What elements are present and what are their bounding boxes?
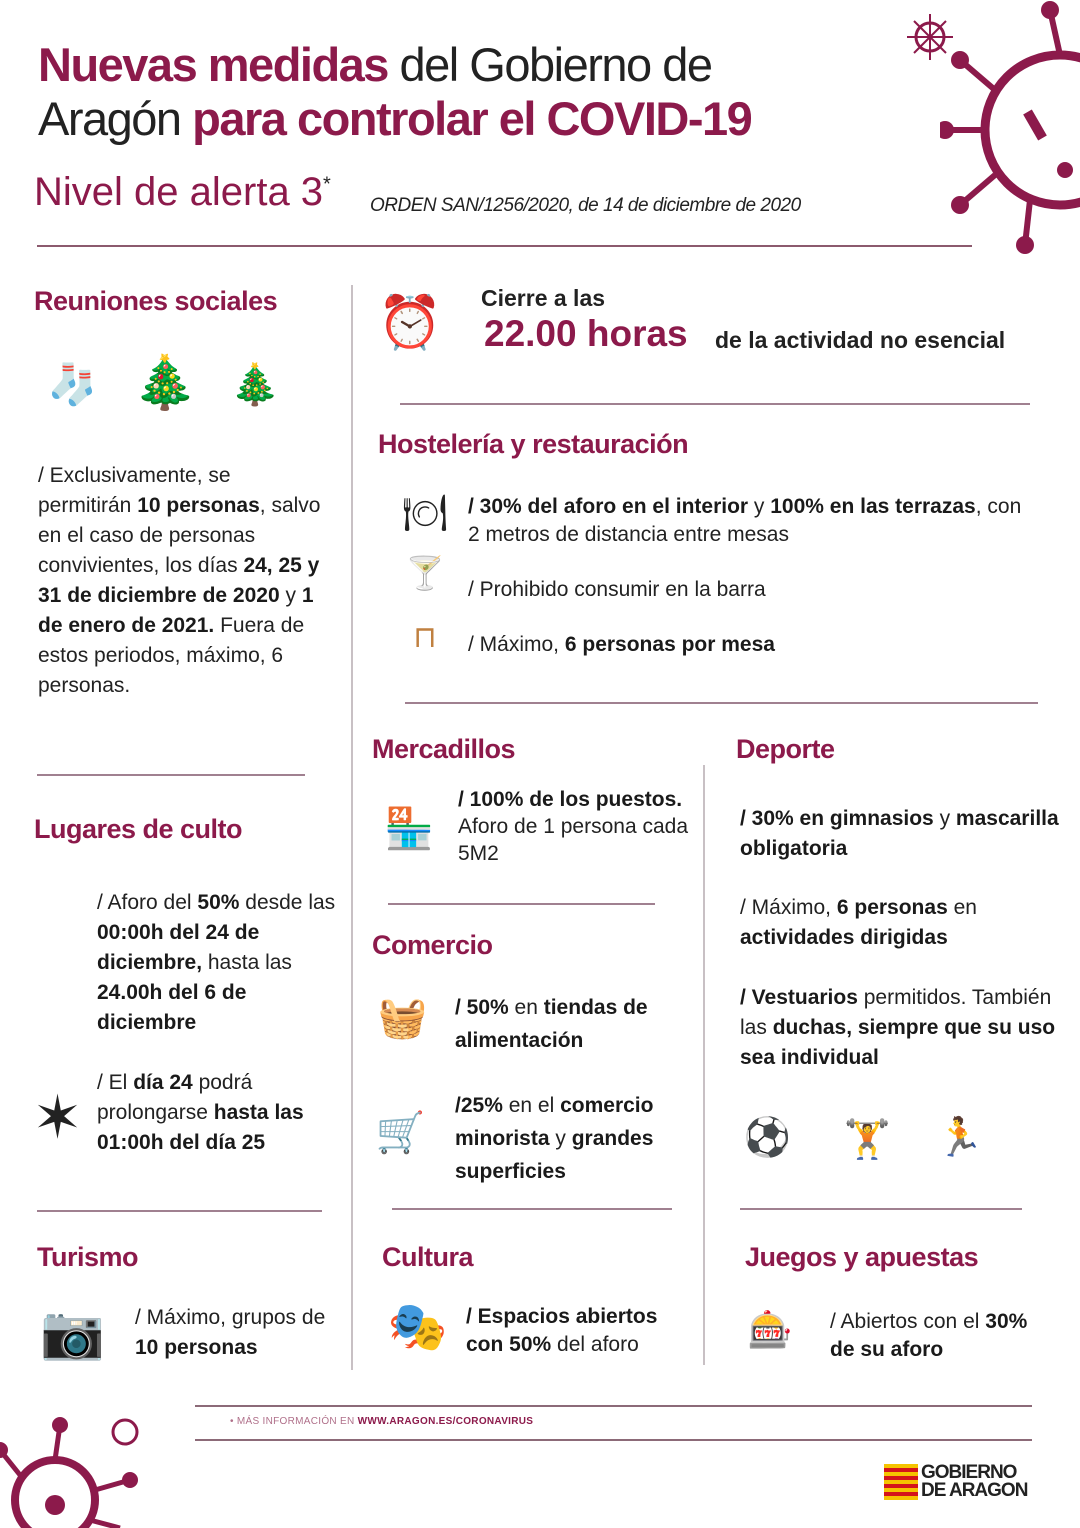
bold-text: Nuevas medidas: [38, 38, 388, 91]
bold-text: tiendas de alimentación: [455, 996, 648, 1052]
order-reference: ORDEN SAN/1256/2020, de 14 de diciembre de 2020: [370, 195, 801, 216]
culto-item-1: [97, 888, 347, 1038]
text: en: [508, 996, 544, 1019]
shopping-cart-icon: 🛒: [375, 1110, 426, 1155]
cocktail-icon: 🍸: [405, 554, 445, 591]
text: hasta las: [202, 951, 292, 974]
culto-title: Lugares de culto: [34, 814, 243, 844]
bold-text: para controlar el COVID-19: [192, 92, 752, 145]
text: y: [748, 495, 771, 518]
text: en: [947, 896, 977, 919]
divider: [37, 1210, 322, 1212]
divider: [388, 903, 655, 905]
hosteleria-item-1: [468, 493, 1033, 549]
weightlifter-icon: 🏋: [843, 1119, 892, 1161]
bold-text: actividades dirigidas: [740, 926, 948, 949]
text: / Abiertos con el: [830, 1310, 986, 1333]
bold-text: 00:00h del 24 de diciembre,: [97, 921, 260, 974]
bold-text: grandes superficies: [455, 1127, 654, 1183]
text: / Aforo del: [97, 891, 198, 914]
footer-divider-bottom: [195, 1439, 1032, 1441]
text: / El: [97, 1071, 134, 1094]
bold-text: comercio minorista: [455, 1094, 654, 1150]
more-info-label: MÁS INFORMACIÓN EN: [236, 1416, 358, 1427]
food-basket-icon: 🧺: [377, 995, 428, 1040]
title-line-2: [38, 92, 751, 146]
casino-chips-icon: 🎰: [747, 1309, 793, 1350]
aragon-flag-icon: [884, 1464, 918, 1500]
bold-text: / 100% de los puestos.: [458, 788, 683, 811]
table-chairs-icon: ⊓: [413, 620, 437, 654]
runner-icon: 🏃: [936, 1116, 984, 1159]
comercio-title: Comercio: [372, 930, 493, 960]
bold-text: / 30% del aforo en el interior: [468, 495, 749, 518]
text: podrá prolongarse: [97, 1071, 253, 1124]
closing-lead: Cierre a las: [481, 285, 606, 311]
text: / Prohibido consumir en la barra: [468, 578, 766, 601]
virus-decoration-bottom-icon: [0, 1410, 150, 1528]
mercadillos-text: [458, 786, 688, 867]
deporte-item-2: [740, 893, 1060, 953]
soccer-ball-icon: ⚽: [743, 1116, 792, 1159]
juegos-text: [830, 1308, 1050, 1364]
camera-icon: 📷: [40, 1303, 105, 1362]
divider: [37, 774, 305, 776]
divider: [400, 403, 1030, 405]
bold-text: 100% en las terrazas: [770, 495, 976, 518]
column-divider-1: [351, 285, 353, 1370]
more-info-link[interactable]: WWW.ARAGON.ES/CORONAVIRUS: [357, 1416, 534, 1427]
turismo-title: Turismo: [37, 1242, 139, 1272]
cultura-title: Cultura: [382, 1242, 473, 1272]
text: / Máximo, grupos de: [135, 1306, 326, 1329]
bold-text: 24.00h del 6 de diciembre: [97, 981, 247, 1034]
cultura-text: [466, 1303, 696, 1359]
bold-text: / 30% en gimnasios: [740, 807, 934, 830]
stocking-icon: 🧦: [47, 363, 98, 407]
comercio-item-2: [455, 1089, 700, 1188]
text: en el: [502, 1094, 561, 1117]
text: del aforo: [551, 1333, 639, 1356]
text: y: [549, 1127, 572, 1150]
gobierno-aragon-logo: [884, 1464, 1027, 1500]
text: Aragón: [38, 92, 193, 145]
juegos-title: Juegos y apuestas: [745, 1242, 979, 1272]
divider: [392, 1208, 672, 1210]
logo-line-2: DE ARAGON: [921, 1480, 1028, 1501]
reuniones-text: [38, 461, 323, 701]
small-virus-icon: [905, 12, 955, 62]
bold-text: hasta las 01:00h del día 25: [97, 1101, 304, 1154]
text: / Máximo,: [740, 896, 837, 919]
hosteleria-item-3: [468, 630, 1028, 660]
closing-time: 22.00 horas: [484, 313, 688, 354]
virus-decoration-icon: [940, 0, 1080, 260]
bold-text: 10 personas: [135, 1336, 258, 1359]
christmas-tree-icon: 🎄: [132, 353, 198, 412]
ornaments-icon: 🎄: [230, 363, 280, 407]
bold-text: 1 de enero de 2021.: [38, 584, 314, 637]
bold-text: día 24: [133, 1071, 193, 1094]
serving-cloche-icon: 🍽: [402, 491, 448, 533]
bold-text: 30% de su aforo: [830, 1310, 1028, 1361]
alert-level: [34, 170, 331, 215]
title-line-1: [38, 38, 751, 92]
text: Fuera de estos periodos, máximo, 6 personas.: [38, 614, 305, 697]
text: del Gobierno de: [387, 38, 712, 91]
closing-rest: de la actividad no esencial: [715, 327, 1006, 353]
bold-text: 6 personas por mesa: [564, 633, 775, 656]
text: desde las: [239, 891, 336, 914]
bold-text: / Espacios abiertos con 50%: [466, 1305, 658, 1356]
deporte-item-1: [740, 804, 1060, 864]
bold-text: 10 personas: [137, 494, 260, 517]
comercio-item-1: [455, 991, 695, 1057]
deporte-item-3: [740, 983, 1060, 1073]
text: / Exclusivamente, se permitirán: [38, 464, 231, 517]
bold-text: 24, 25 y 31 de diciembre de 2020: [38, 554, 320, 607]
divider: [405, 702, 1038, 704]
logo-line-1: GOBIERNO: [921, 1462, 1017, 1483]
bold-text: 50%: [197, 891, 240, 914]
mercadillos-title: Mercadillos: [372, 734, 516, 764]
more-info: • MÁS INFORMACIÓN EN WWW.ARAGON.ES/CORONAVIRUS: [230, 1416, 534, 1427]
header-divider: [37, 245, 972, 247]
bold-text: 6 personas: [836, 896, 948, 919]
bold-text: / Vestuarios: [740, 986, 858, 1009]
deporte-title: Deporte: [736, 734, 835, 764]
bold-text: / 50%: [455, 996, 509, 1019]
theater-masks-icon: 🎭: [387, 1300, 448, 1354]
text: y: [933, 807, 956, 830]
hosteleria-title: Hostelería y restauración: [378, 429, 689, 459]
hosteleria-item-2: [468, 575, 1028, 605]
alert-level-text: Nivel de alerta 3: [34, 170, 324, 214]
reuniones-title: Reuniones sociales: [34, 286, 278, 316]
star-icon: ✶: [32, 1083, 83, 1151]
bold-text: /25%: [455, 1094, 503, 1117]
footer-divider-top: [195, 1405, 1032, 1407]
bold-text: mascarilla obligatoria: [740, 807, 1059, 860]
culto-item-2: [97, 1068, 337, 1158]
page-title: [38, 38, 751, 146]
text: y: [279, 584, 302, 607]
text: Aforo de 1 persona cada 5M2: [458, 815, 688, 865]
divider: [740, 1208, 1022, 1210]
turismo-text: [135, 1303, 335, 1363]
text: , con 2 metros de distancia entre mesas: [468, 495, 1022, 546]
market-stall-icon: 🏪: [384, 807, 434, 851]
text: / Máximo,: [468, 633, 565, 656]
alert-asterisk: *: [323, 173, 331, 196]
alarm-clock-icon: ⏰: [377, 293, 443, 352]
bold-text: duchas, siempre que su uso sea individual: [740, 1016, 1056, 1069]
text: permitidos. También las: [740, 986, 1052, 1039]
column-divider-2: [703, 765, 705, 1365]
text: , salvo en el caso de personas convivientes, los días: [38, 494, 321, 577]
